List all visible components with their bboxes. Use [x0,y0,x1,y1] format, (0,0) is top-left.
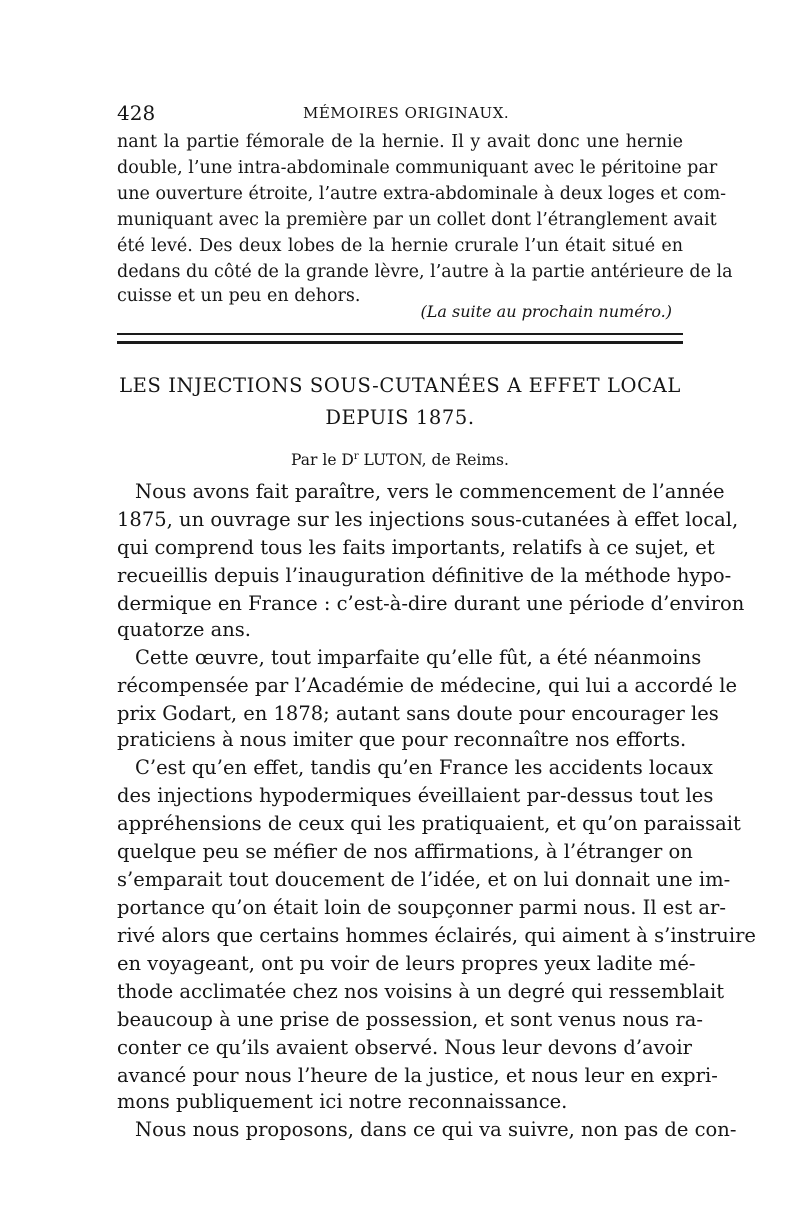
prev-article-line: double, l’une intra-abdominale communiquant avec le péritoine par [117,158,718,178]
prev-article-line: été levé. Des deux lobes de la hernie crurale l’un était situé en [117,236,683,256]
body-line: portance qu’on était loin de soupçonner parmi nous. Il est ar- [117,896,726,919]
continuation-note: (La suite au prochain numéro.) [420,302,672,321]
article-title: LES INJECTIONS SOUS-CUTANÉES A EFFET LOCAL [119,374,681,397]
byline [117,447,683,470]
body-line: qui comprend tous les faits importants, relatifs à ce sujet, et [117,536,715,559]
divider-rule-thick [117,341,683,344]
body-line: récompensée par l’Académie de médecine, qui lui a accordé le [117,674,738,697]
body-line: Nous avons fait paraître, vers le commencement de l’année [135,480,725,503]
body-line: praticiens à nous imiter que pour reconnaître nos efforts. [117,728,687,751]
body-line: appréhensions de ceux qui les pratiquaient, et qu’on paraissait [117,812,741,835]
byline-author: LUTON, de Reims. [358,451,509,470]
byline-prefix: Par le D [291,451,354,470]
body-line: quatorze ans. [117,618,251,641]
body-line: en voyageant, ont pu voir de leurs propres yeux ladite mé- [117,952,696,975]
prev-article-line: une ouverture étroite, l’autre extra-abdominale à deux loges et com- [117,184,727,204]
prev-article-line: cuisse et un peu en dehors. [117,286,361,306]
article-title-line2: DEPUIS 1875. [325,406,475,429]
body-line: recueillis depuis l’inauguration définitive de la méthode hypo- [117,564,732,587]
body-line: quelque peu se méfier de nos affirmations, à l’étranger on [117,840,693,863]
body-line: avancé pour nous l’heure de la justice, et nous leur en expri- [117,1064,718,1087]
body-line: beaucoup à une prise de possession, et sont venus nous ra- [117,1008,703,1031]
prev-article-line: nant la partie fémorale de la hernie. Il y avait donc une hernie [117,132,683,152]
running-head: MÉMOIRES ORIGINAUX. [303,104,510,122]
body-line: conter ce qu’ils avaient observé. Nous leur devons d’avoir [117,1036,692,1059]
body-line: Cette œuvre, tout imparfaite qu’elle fût, a été néanmoins [135,646,702,669]
divider-rule-thin [117,333,683,335]
body-line: rivé alors que certains hommes éclairés, qui aiment à s’instruire [117,924,756,947]
body-line: thode acclimatée chez nos voisins à un degré qui ressemblait [117,980,725,1003]
body-line: s’emparait tout doucement de l’idée, et on lui donnait une im- [117,868,731,891]
section-divider [117,333,683,347]
body-line: 1875, un ouvrage sur les injections sous-cutanées à effet local, [117,508,739,531]
prev-article-line: muniquant avec la première par un collet dont l’étranglement avait [117,210,717,230]
byline-sup: r [353,451,359,462]
page-number: 428 [117,101,156,125]
body-line: mons publiquement ici notre reconnaissance. [117,1090,568,1113]
body-line: dermique en France : c’est-à-dire durant une période d’environ [117,592,745,615]
body-line: Nous nous proposons, dans ce qui va suivre, non pas de con- [135,1118,737,1141]
body-line: prix Godart, en 1878; autant sans doute pour encourager les [117,702,719,725]
body-line: C’est qu’en effet, tandis qu’en France les accidents locaux [135,756,713,779]
prev-article-line: dedans du côté de la grande lèvre, l’autre à la partie antérieure de la [117,262,733,282]
body-line: des injections hypodermiques éveillaient par-dessus tout les [117,784,714,807]
